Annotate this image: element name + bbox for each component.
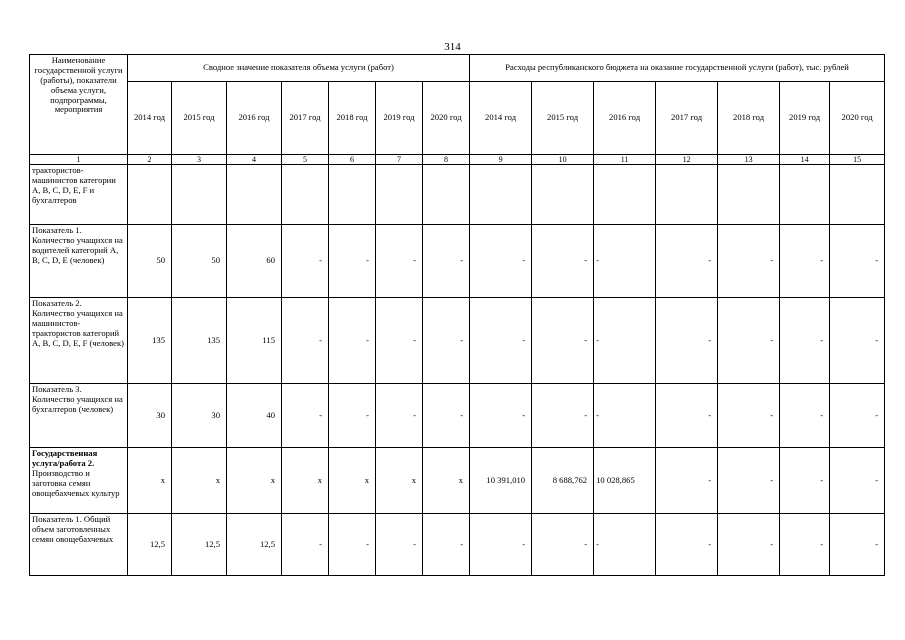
table-cell: - [594,225,656,298]
table-cell: - [376,298,423,384]
column-number: 3 [172,155,227,165]
row-label: Показатель 1. Общий объем заготовленных семян овощебахчевых [32,514,114,544]
table-cell [594,165,656,225]
table-cell: - [329,384,376,448]
table-cell [128,165,172,225]
table-cell: - [532,514,594,576]
year-header: 2019 год [780,82,830,155]
table-row [30,384,885,448]
column-number: 1 [30,155,128,165]
table-cell: - [423,298,470,384]
table-cell: - [718,298,780,384]
year-header: 2018 год [329,82,376,155]
year-header: 2016 год [227,82,282,155]
column-number: 2 [128,155,172,165]
table-cell: - [780,514,830,576]
row-name [30,384,128,448]
table-cell: - [376,225,423,298]
row-label: Производство и заготовка семян овощебахчевых культур [32,467,120,498]
row-label: Показатель 3. Количество учащихся на бухгалтеров (человек) [32,384,123,414]
table-cell: - [830,448,885,514]
table-cell: 12,5 [172,514,227,576]
row-name [30,225,128,298]
table-cell: 50 [172,225,227,298]
table-cell: 12,5 [128,514,172,576]
table-cell: - [830,514,885,576]
year-header: 2020 год [830,82,885,155]
table-cell: 40 [227,384,282,448]
table-cell [376,165,423,225]
column-number: 7 [376,155,423,165]
column-number: 4 [227,155,282,165]
column-number: 5 [282,155,329,165]
table-cell: - [423,225,470,298]
table-cell: - [376,384,423,448]
column-number: 10 [532,155,594,165]
row-name [30,298,128,384]
table-cell: - [718,448,780,514]
column-number: 8 [423,155,470,165]
table-cell: 135 [128,298,172,384]
table-cell: - [656,384,718,448]
table-cell: 10 028,865 [594,448,656,514]
table-cell: - [656,298,718,384]
table-cell: - [656,514,718,576]
table-cell: - [423,384,470,448]
year-header: 2019 год [376,82,423,155]
table-cell [780,165,830,225]
header-name-column: Наименование государственной услуги (работы), показатели объема услуги, подпрограммы, мероприятия [30,55,128,155]
table-cell: - [830,384,885,448]
column-number: 12 [656,155,718,165]
year-header: 2018 год [718,82,780,155]
table-cell: - [594,298,656,384]
table-cell: 60 [227,225,282,298]
table-cell: - [780,448,830,514]
table-cell: x [423,448,470,514]
header-volume-group: Сводное значение показателя объема услуги (работ) [128,55,470,82]
table-cell: - [780,384,830,448]
table-cell: - [470,298,532,384]
table-cell: - [780,225,830,298]
table-cell: - [532,225,594,298]
table-row [30,165,885,225]
table-cell: 115 [227,298,282,384]
table-cell [656,165,718,225]
table-cell: 30 [172,384,227,448]
table-row [30,298,885,384]
year-header: 2017 год [282,82,329,155]
table-cell: - [718,384,780,448]
table-cell: - [470,225,532,298]
table-cell: - [282,298,329,384]
row-name [30,514,128,576]
table-cell: x [172,448,227,514]
table-cell: - [830,298,885,384]
table-row [30,514,885,576]
header-expense-group: Расходы республиканского бюджета на оказание государственной услуги (работ), тыс. рублей [470,55,885,82]
table-cell: - [780,298,830,384]
table-cell: - [594,514,656,576]
table-cell: - [329,225,376,298]
year-header: 2015 год [532,82,594,155]
page-number: 314 [444,41,461,53]
table-cell: - [470,514,532,576]
table-cell [830,165,885,225]
column-number: 6 [329,155,376,165]
table-cell: - [329,514,376,576]
table-cell [329,165,376,225]
table-cell: - [376,514,423,576]
table-cell: - [423,514,470,576]
table-cell: - [470,384,532,448]
table-cell: - [830,225,885,298]
table-cell: x [329,448,376,514]
table-cell: 10 391,010 [470,448,532,514]
row-name [30,448,128,514]
year-header: 2017 год [656,82,718,155]
column-number: 9 [470,155,532,165]
year-header: 2014 год [470,82,532,155]
table-cell: 30 [128,384,172,448]
table-cell [423,165,470,225]
table-cell: - [532,384,594,448]
year-header: 2015 год [172,82,227,155]
table-cell [227,165,282,225]
table-cell [718,165,780,225]
table-cell: 50 [128,225,172,298]
table-cell: - [656,225,718,298]
row-name [30,165,128,225]
year-header: 2016 год [594,82,656,155]
table-cell: - [656,448,718,514]
table-cell: - [718,225,780,298]
table-cell [282,165,329,225]
table-cell: - [282,384,329,448]
column-number: 14 [780,155,830,165]
column-number: 13 [718,155,780,165]
table-cell: x [376,448,423,514]
year-header: 2020 год [423,82,470,155]
year-header: 2014 год [128,82,172,155]
table-cell: 12,5 [227,514,282,576]
table-cell: - [532,298,594,384]
table-cell: - [282,514,329,576]
table-cell: x [282,448,329,514]
table-cell: - [282,225,329,298]
table-cell: - [594,384,656,448]
column-number: 15 [830,155,885,165]
table-cell: 135 [172,298,227,384]
row-label: Показатель 1. Количество учащихся на водителей категорий A, B, C, D, E (человек) [32,225,123,265]
table-cell: - [718,514,780,576]
table-cell [470,165,532,225]
row-label: трактористов-машинистов категории A, B, C, D, E, F и бухгалтеров [32,165,116,205]
column-number: 11 [594,155,656,165]
table-body [30,165,885,576]
table-cell: - [329,298,376,384]
table-cell: x [227,448,282,514]
row-label: Показатель 2. Количество учащихся на машинистов-трактористов категорий A, B, C, D, E, F (человек) [32,298,124,348]
table-row [30,448,885,514]
table-cell: x [128,448,172,514]
table-cell [532,165,594,225]
budget-table [29,54,885,576]
table-row [30,225,885,298]
service-title: Государственная услуга/работа 2. [32,448,98,469]
table-cell [172,165,227,225]
table-cell: 8 688,762 [532,448,594,514]
